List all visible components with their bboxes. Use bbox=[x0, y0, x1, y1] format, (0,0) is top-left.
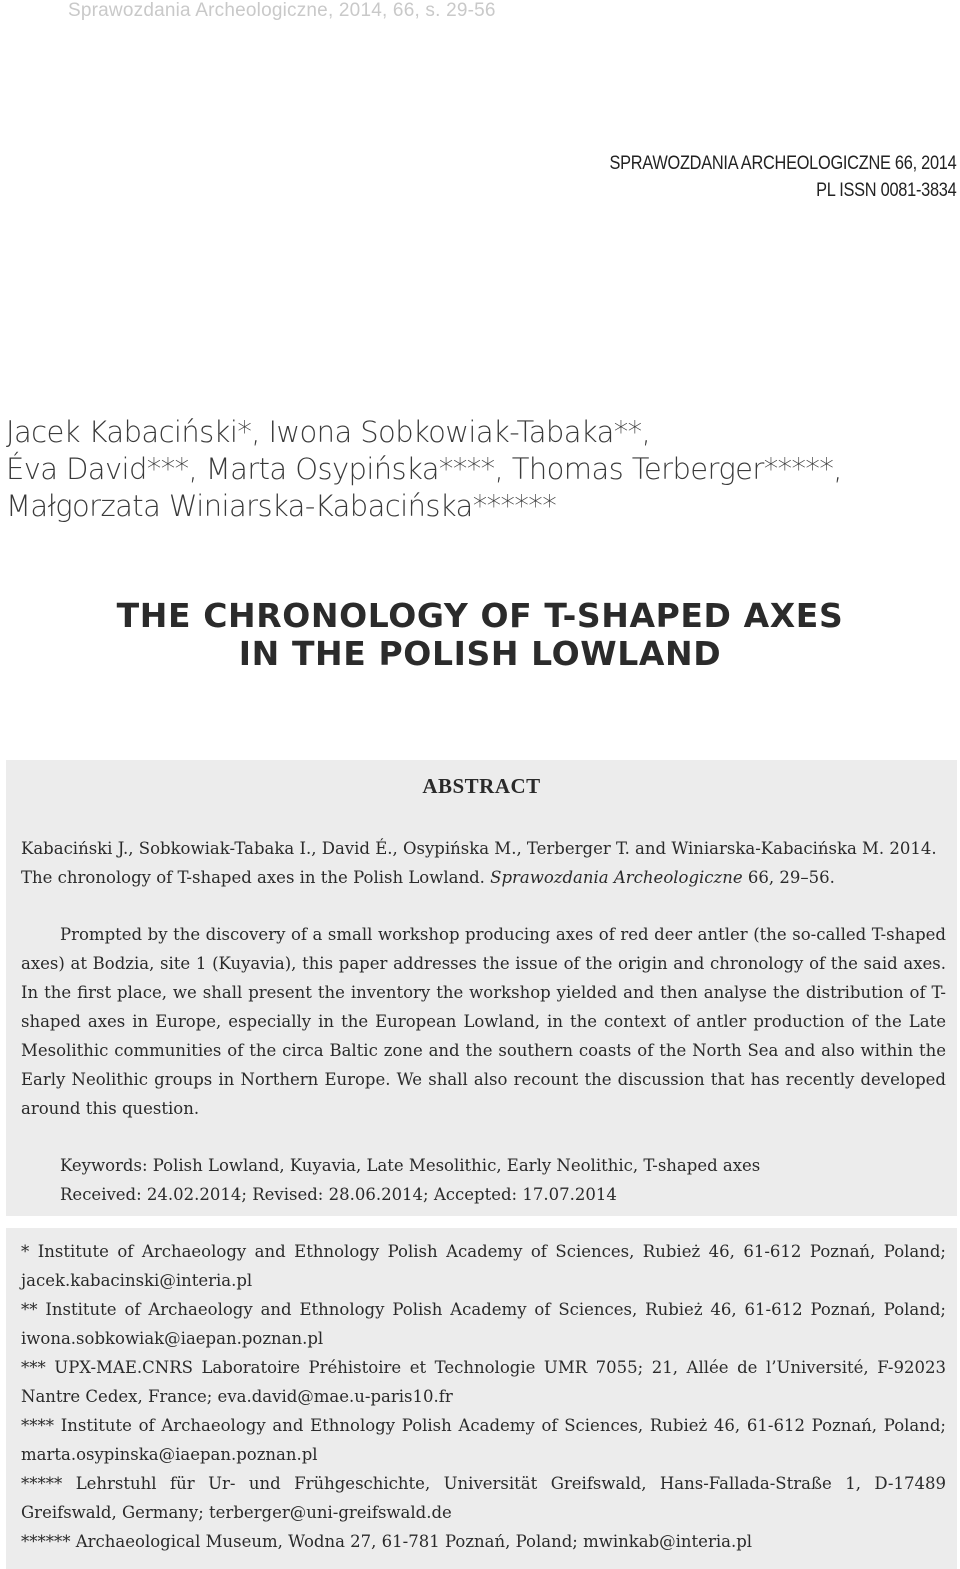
affiliations-section bbox=[6, 1228, 957, 1569]
author-list bbox=[6, 414, 956, 525]
affiliation-item: ** Institute of Archaeology and Ethnology Polish Academy of Sciences, Rubież 46, 61-612 Poznań, Poland; iwona.sobkowiak@iaepan.poznan.pl bbox=[21, 1300, 946, 1348]
title-line-1: THE CHRONOLOGY OF T-SHAPED AXES bbox=[116, 596, 844, 635]
citation-authors: Kabaciński J., Sobkowiak-Tabaka I., David É., Osypińska M., Terberger T. and Winiarska-Kabacińska M. 2014. bbox=[21, 839, 937, 858]
author-line-2: Éva David***, Marta Osypińska****, Thomas Terberger*****, bbox=[6, 452, 842, 486]
affiliation-item: ****** Archaeological Museum, Wodna 27, 61-781 Poznań, Poland; mwinkab@interia.pl bbox=[21, 1532, 753, 1551]
author-line-3: Małgorzata Winiarska-Kabacińska****** bbox=[6, 489, 557, 523]
journal-issn: PL ISSN 0081-3834 bbox=[815, 180, 956, 201]
affiliation-item: *** UPX-MAE.CNRS Laboratoire Préhistoire et Technologie UMR 7055; 21, Allée de l’Université, F-92023 Nantre Cedex, France; eva.david@mae.u-paris10.fr bbox=[21, 1358, 946, 1406]
article-meta bbox=[60, 1151, 940, 1209]
source-citation-line: Sprawozdania Archeologiczne, 2014, 66, s. 29-56 bbox=[68, 0, 496, 21]
abstract-citation bbox=[21, 834, 946, 892]
submission-dates: Received: 24.02.2014; Revised: 28.06.2014; Accepted: 17.07.2014 bbox=[60, 1185, 617, 1204]
abstract-section bbox=[6, 760, 957, 1216]
abstract-heading: ABSTRACT bbox=[422, 774, 541, 798]
journal-name-year: SPRAWOZDANIA ARCHEOLOGICZNE 66, 2014 bbox=[609, 153, 956, 174]
affiliation-item: * Institute of Archaeology and Ethnology Polish Academy of Sciences, Rubież 46, 61-612 Poznań, Poland; jacek.kabacinski@interia.pl bbox=[21, 1242, 946, 1290]
affiliation-list bbox=[21, 1237, 946, 1556]
keywords: Keywords: Polish Lowland, Kuyavia, Late Mesolithic, Early Neolithic, T-shaped axes bbox=[60, 1156, 761, 1175]
article-title bbox=[0, 597, 960, 673]
author-line-1: Jacek Kabaciński*, Iwona Sobkowiak-Tabaka**, bbox=[6, 415, 651, 449]
affiliation-item: ***** Lehrstuhl für Ur- und Frühgeschichte, Universität Greifswald, Hans-Fallada-Straße 1, D-17489 Greifswald, Germany; terberger@uni-greifswald.de bbox=[21, 1474, 946, 1522]
affiliation-item: **** Institute of Archaeology and Ethnology Polish Academy of Sciences, Rubież 46, 61-612 Poznań, Poland; marta.osypinska@iaepan.poznan.pl bbox=[21, 1416, 946, 1464]
citation-title: The chronology of T-shaped axes in the Polish Lowland. bbox=[21, 868, 485, 887]
journal-header bbox=[609, 150, 956, 204]
abstract-body: Prompted by the discovery of a small workshop producing axes of red deer antler (the so-called T-shaped axes) at Bodzia, site 1 (Kuyavia), this paper addresses the issue of the origin and chronology of the said axes. In the first place, we shall present the inventory the workshop yielded and then analyse the distribution of T-shaped axes in Europe, especially in the European Lowland, in the context of antler production of the Late Mesolithic communities of the circa Baltic zone and the southern coasts of the North Sea and also within the Early Neolithic groups in Northern Europe. We shall also recount the discussion that has recently developed around this question. bbox=[21, 925, 946, 1118]
citation-journal: Sprawozdania Archeologiczne bbox=[490, 868, 743, 887]
title-line-2: IN THE POLISH LOWLAND bbox=[238, 634, 722, 673]
citation-pages: 66, 29–56. bbox=[747, 868, 835, 887]
